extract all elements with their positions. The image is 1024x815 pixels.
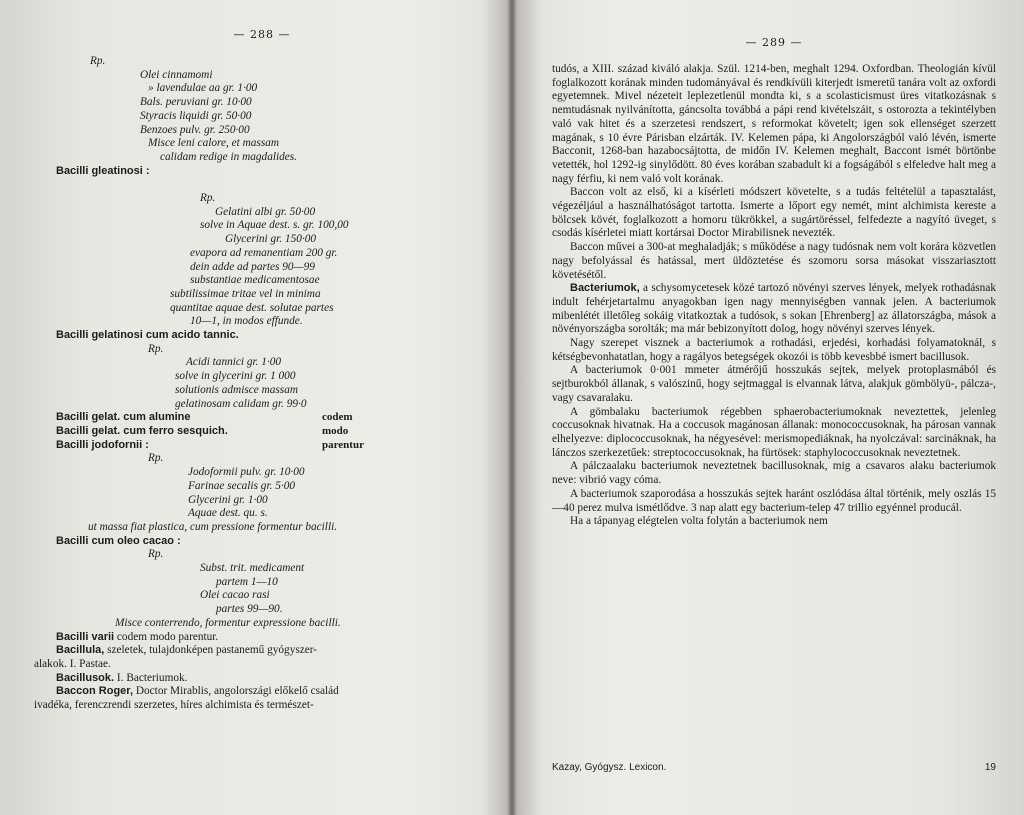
text-line [32,494,492,508]
line-text: 10—1, in modos effunde. [190,315,303,328]
line-text: Farinae secalis gr. 5·00 [188,479,296,492]
text-line [32,370,492,384]
line-text: partes 99—90. [216,603,283,616]
text-line [32,178,492,192]
footer-signature: 19 [984,762,996,773]
paragraph-text: A gömbalaku bacteriumok régebben sphaerobacteriumoknak neveztettek, jelenleg coccusoknak hivatnak. Ha a coccusok magánosan állanak: monococcusoknak, ha párosan vannak elhelyezve: diplococcusoknak, ha négyesével: merismopediáknak, ha nyolczával: sarcináknak, ha lánczos szerkezetűek: streptococcusoknak, ha fürtösek: staphylococcusoknak neveztetnek. [552,405,996,459]
line-text: Misce conterrendo, formentur expressione bacilli. [115,616,341,629]
text-line [32,165,492,179]
line-text: quantitae aquae dest. solutae partes [170,301,334,314]
text-line [32,288,492,302]
text-line [32,672,492,686]
entry-headword: Bacillusok. [56,671,115,684]
line-text: ut massa fiat plastica, cum pressione formentur bacilli. [88,520,338,533]
paragraph-text: Baccon művei a 300-at meghaladják; s működése a nagy tudósnak nem volt korára közvetlen nagy befolyással és hatással, mert üldöztetése és szomoru sorsa másokat visszariasztott követésétől. [552,241,996,281]
entry-headword: Baccon Roger, [56,685,134,698]
paragraph [552,186,996,241]
text-line [32,507,492,521]
line-text: Styracis liquidi gr. 50·00 [140,109,252,122]
entry-text: I. Bacteriumok. [114,671,188,684]
paragraph [552,406,996,461]
paragraph [552,337,996,364]
line-text: Rp. [200,192,216,205]
text-line [32,82,492,96]
entry-text: Doctor Mirablis, angolországi előkelő család [133,685,339,698]
line-text: ivadéka, ferenczrendi szerzetes, híres alchimista és természet- [34,699,314,712]
text-line [32,562,492,576]
line-text: partem 1—10 [216,575,278,588]
line-text: Gelatini albi gr. 50·00 [215,205,316,218]
line-text: dein adde ad partes 90—99 [190,260,315,273]
left-page-text [32,55,492,713]
line-text: Bacilli jodofornii : [56,438,149,451]
text-line [32,548,492,562]
paragraph-text: tudós, a XIII. század kiváló alakja. Szül. 1214-ben, meghalt 1294. Oxfordban. Theologián kívül foglalkozott korának minden tudományával és rendkívüli kiterjedt ismeretű tanára volt az oxfordi egyetemnek. Mivel nézeteit leplezetlenül mondta ki, s a scolasticismust üres vitatkozásnak s nemtudásnak nyilvánította, gáncsolta továbbá a pápi rend kivételszáit, s ostorozta a tekintélyben való vak hitet és a szerzetesi rendszert, s reformokat követelt; igen sok ellenséget szerzett magának, s 10 évre Párisban elzárták. IV. Kelemen pápa, ki Angolországból való lévén, ismerte Bacconit, 1268-ban hazabocsájtotta, de midőn IV. Kelemen meghalt, Baccont ismét börtönbe vetették, hol 1292-ig sinylődött. 80 éves korában szabadult ki a fogságából s elfeledve halt meg a nagy férfiu, ki nem való volt korának. [552,63,996,185]
line-text: Rp. [90,55,106,67]
text-line [32,137,492,151]
text-line [32,617,492,631]
entry-headword: Bacillula, [56,644,105,657]
line-text: Bacilli gleatinosi : [56,164,150,177]
right-page-number: — 289 — [745,36,803,49]
paragraph-text: A bacteriumok 0·001 mmeter átmérőjű hosszukás sejtek, melyek protoplasmából és sejtburokból állanak, s valószinű, hogy sejtmaggal is elvannak látva, alakjuk gömbölyü-, pálcza-, vagy csavaralaku. [552,364,996,404]
line-text: alakok. I. Pastae. [34,657,111,670]
line-text: gelatinosam calidam gr. 99·0 [175,397,307,410]
text-line [32,96,492,110]
text-line [32,356,492,370]
text-line [32,329,492,343]
paragraph [552,460,996,487]
text-line [32,439,492,453]
text-line [32,480,492,494]
text-line [32,631,492,645]
line-text: Aquae dest. qu. s. [188,507,268,520]
paragraph [552,515,996,529]
text-line [32,603,492,617]
entry-text: szeletek, tulajdonképen pastanemű gyógyszer- [104,644,318,657]
line-text: solve in Aquae dest. s. gr. 100,00 [200,219,349,232]
text-line [32,398,492,412]
line-text: Misce leni calore, et massam [148,137,280,150]
text-line [32,206,492,220]
paragraph [552,488,996,515]
brace-note: parentur [322,438,364,451]
text-line [32,124,492,138]
paragraph-text: Ha a tápanyag elégtelen volta folytán a bacteriumok nem [570,515,828,528]
line-text: Subst. trit. medicament [200,562,305,575]
line-text: Benzoes pulv. gr. 250·00 [140,123,250,136]
line-text: substantiae medicamentosae [190,274,320,287]
text-line [32,247,492,261]
line-text: solutionis admisce massam [175,383,299,396]
line-text: Olei cacao rasi [200,589,270,602]
text-line [32,699,492,713]
brace-note: modo [322,424,349,437]
text-line [32,274,492,288]
entry-headword: Bacteriumok, [570,282,640,295]
text-line [32,535,492,549]
paragraph [552,241,996,282]
page-footer [552,762,996,773]
text-line [32,521,492,535]
line-text: Bals. peruviani gr. 10·00 [140,96,252,109]
text-line [32,302,492,316]
line-text: Bacilli gelatinosi cum acido tannic. [56,329,239,342]
line-text: Glycerini gr. 1·00 [188,493,268,506]
text-line [32,658,492,672]
text-line [32,466,492,480]
text-line [32,151,492,165]
paragraph-text: Nagy szerepet visznek a bacteriumok a rothadási, erjedési, korhadási folyamatoknál, s kétségbevonhatatlan, hogy a ragályos betegségek okozói is több kevesbbé ismert bacillusok. [552,337,996,363]
text-line [32,452,492,466]
line-text: Olei cinnamomi [140,68,213,81]
line-text: subtilissimae tritae vel in minima [170,287,321,300]
left-page-number: — 288 — [233,28,291,41]
text-line [32,576,492,590]
line-text: Bacilli cum oleo cacao : [56,534,181,547]
text-line [32,343,492,357]
line-text: Rp. [148,342,164,355]
text-line [32,192,492,206]
text-line [32,219,492,233]
paragraph-text: A bacteriumok szaporodása a hosszukás sejtek haránt oszlódása által történik, mely oszlás 15—40 perez mulva ismétlődve. 3 nap alatt egy bacterium-telep 47 trillio egyénnel producál. [552,487,996,514]
line-text: evapora ad remanentiam 200 gr. [190,246,338,259]
text-line [32,315,492,329]
paragraph-text: A pálczaalaku bacteriumok neveztetnek bacillusoknak, mig a csavaros alaku bacteriumok neve: vibrió vagy cóma. [552,460,996,487]
line-text: » lavendulae aa gr. 1·00 [148,82,258,95]
text-line [32,384,492,398]
text-line [32,685,492,699]
right-page [512,0,1024,815]
entry-headword: Bacilli varii [56,630,115,643]
line-text: Bacilli gelat. cum ferro sesquich. [56,424,228,437]
text-line [32,411,492,425]
line-text: Rp. [148,452,164,465]
text-line [32,261,492,275]
paragraph [552,63,996,186]
text-line [32,69,492,83]
line-text: Jodoformii pulv. gr. 10·00 [188,466,305,479]
paragraph-text: a schysomycetesek közé tartozó növényi szerves lények, melyek rothadásnak indult fehérjetartalmu anyagokban igen nagy mennyiségben vannak jelen. A bacteriumok mibenlétét illetőleg sokáig vitatkoztak a tudósok, s sokan [Ehrenberg] az állatországba, mások a növényországba sorolták; ma már bebizonyított dolog, hogy növényi szerves lények. [552,282,996,336]
paragraph [552,282,996,337]
line-text: Rp. [148,548,164,561]
text-line [32,233,492,247]
line-text: Acidi tannici gr. 1·00 [186,356,282,369]
paragraph-text: Baccon volt az első, ki a kísérleti módszert követelte, s a tudás feltételül a tapasztalást, végezéljául a használhatóságot tartotta. Ismerte a lőport egy nemét, mint alchimista kereste a bölcsek kövét, foglalkozott a homoru tükrökkel, a sugártöréssel, felfedezte a nagyító üveget, s csodás kísérletei miatt kortársai Doctor Mirabilisnek nevezték. [552,186,996,240]
text-line [32,55,492,69]
text-line [32,110,492,124]
line-text: Glycerini gr. 150·00 [225,233,316,246]
line-text: Bacilli gelat. cum alumine [56,411,191,424]
text-line [32,589,492,603]
line-text: solve in glycerini gr. 1 000 [175,370,296,383]
paragraph [552,364,996,405]
entry-text: codem modo parentur. [114,630,219,643]
right-page-text [552,63,996,529]
line-text: calidam redige in magdalides. [160,150,298,163]
footer-publisher: Kazay, Gyógysz. Lexicon. [552,762,667,773]
text-line [32,425,492,439]
text-line [32,644,492,658]
brace-note: codem [322,411,353,424]
